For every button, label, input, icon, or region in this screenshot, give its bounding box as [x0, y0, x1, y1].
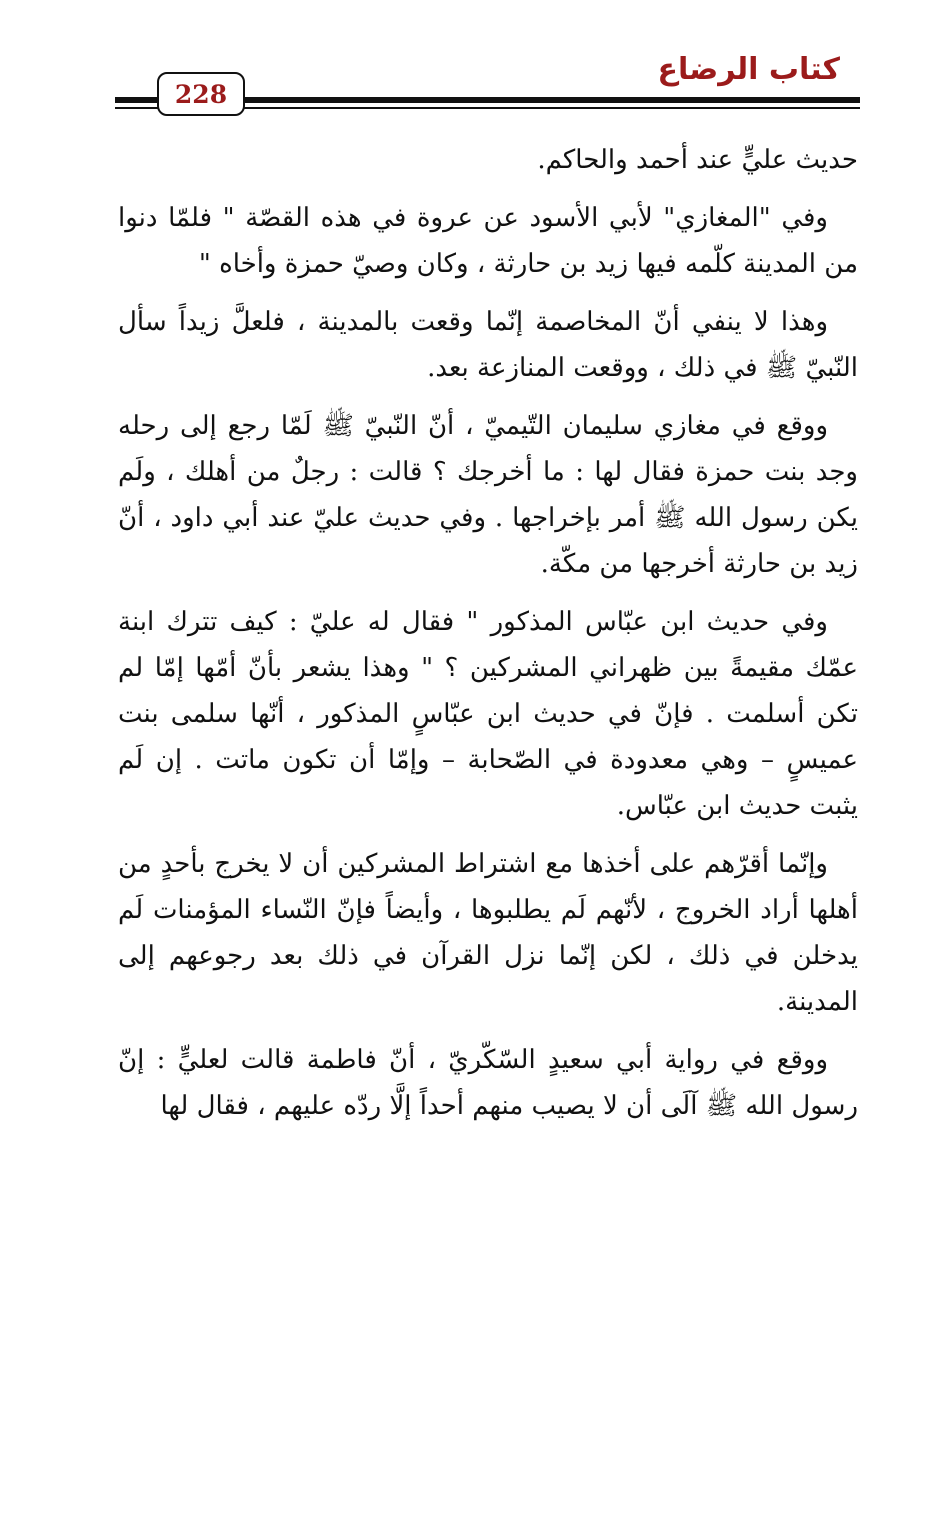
paragraph-3: وهذا لا ينفي أنّ المخاصمة إنّما وقعت بالمدينة ، فلعلَّ زيداً سأل النّبيّ ﷺ في ذلك ، ووقعت المنازعة بعد. [118, 307, 858, 383]
page-header [0, 0, 945, 130]
paragraph-6: وإنّما أقرّهم على أخذها مع اشتراط المشركين أن لا يخرج بأحدٍ من أهلها أراد الخروج ، لأنّهم لَم يطلبوها ، وأيضاً فإنّ النّساء المؤمنات لَم يدخلن في ذلك ، لكن إنّما نزل القرآن في ذلك بعد رجوعهم إلى المدينة. [118, 849, 858, 1017]
page-body [118, 137, 858, 1129]
page-number: 228 [157, 72, 245, 116]
paragraph-4: ووقع في مغازي سليمان التّيميّ ، أنّ النّبيّ ﷺ لَمّا رجع إلى رحله وجد بنت حمزة فقال لها : ما أخرجك ؟ قالت : رجلٌ من أهلك ، ولَم يكن رسول الله ﷺ أمر بإخراجها . وفي حديث عليّ عند أبي داود ، أنّ زيد بن حارثة أخرجها من مكّة. [118, 411, 858, 579]
paragraph-7: ووقع في رواية أبي سعيدٍ السّكّريّ ، أنّ فاطمة قالت لعليٍّ : إنّ رسول الله ﷺ آلَى أن لا يصيب منهم أحداً إلَّا ردّه عليهم ، فقال لها [118, 1045, 858, 1121]
paragraph-5: وفي حديث ابن عبّاس المذكور " فقال له عليّ : كيف تترك ابنة عمّك مقيمةً بين ظهراني المشركين ؟ " وهذا يشعر بأنّ أمّها إمّا لم تكن أسلمت . فإنّ في حديث ابن عبّاسٍ المذكور ، أنّها سلمى بنت عميسٍ – وهي معدودة في الصّحابة – وإمّا أن تكون ماتت . إن لَم يثبت حديث ابن عبّاس. [118, 607, 858, 821]
book-title: كتاب الرضاع [657, 52, 840, 87]
paragraph-2: وفي "المغازي" لأبي الأسود عن عروة في هذه القصّة " فلمّا دنوا من المدينة كلّمه فيها زيد بن حارثة ، وكان وصيّ حمزة وأخاه " [118, 203, 858, 279]
paragraph-1: حديث عليٍّ عند أحمد والحاكم. [537, 145, 858, 175]
